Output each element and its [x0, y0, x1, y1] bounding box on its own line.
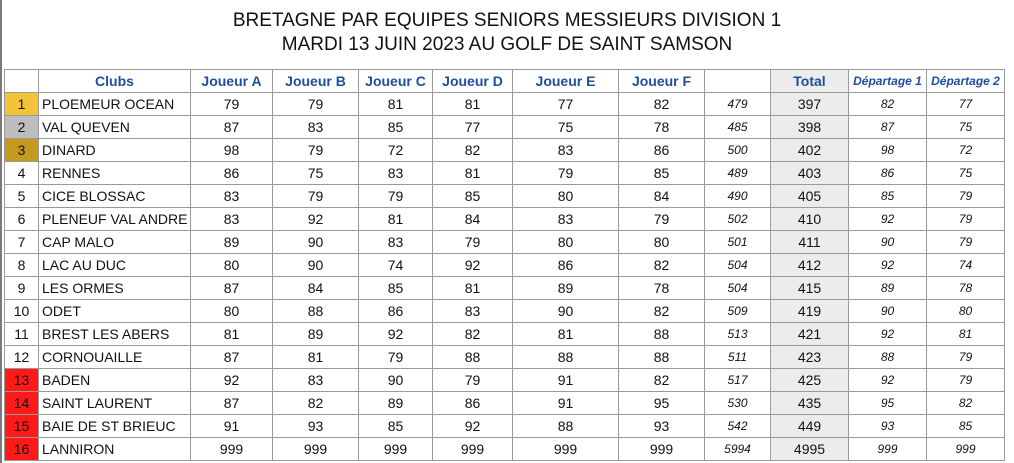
club-name: DINARD — [39, 139, 191, 162]
score-joueur-b: 79 — [273, 139, 359, 162]
table-row — [5, 139, 1005, 162]
six-player-sum: 513 — [705, 323, 771, 346]
departage-2: 79 — [927, 369, 1005, 392]
score-joueur-c: 83 — [359, 162, 433, 185]
score-joueur-c: 79 — [359, 346, 433, 369]
rank-cell: 1 — [5, 93, 39, 116]
total-score: 405 — [771, 185, 849, 208]
rank-cell: 16 — [5, 438, 39, 461]
six-player-sum: 502 — [705, 208, 771, 231]
total-score: 425 — [771, 369, 849, 392]
six-player-sum: 509 — [705, 300, 771, 323]
header-total: Total — [771, 70, 849, 93]
table-row — [5, 300, 1005, 323]
departage-2: 74 — [927, 254, 1005, 277]
table-row — [5, 277, 1005, 300]
table-row — [5, 392, 1005, 415]
score-joueur-f: 79 — [619, 208, 705, 231]
total-score: 415 — [771, 277, 849, 300]
club-name: BADEN — [39, 369, 191, 392]
club-name: CAP MALO — [39, 231, 191, 254]
score-joueur-e: 80 — [513, 185, 619, 208]
score-joueur-f: 88 — [619, 323, 705, 346]
score-joueur-a: 87 — [191, 392, 273, 415]
score-joueur-a: 81 — [191, 323, 273, 346]
departage-1: 92 — [849, 208, 927, 231]
score-joueur-e: 86 — [513, 254, 619, 277]
results-table — [4, 69, 1005, 461]
score-joueur-c: 85 — [359, 116, 433, 139]
departage-1: 86 — [849, 162, 927, 185]
score-joueur-e: 90 — [513, 300, 619, 323]
score-joueur-f: 82 — [619, 369, 705, 392]
total-score: 397 — [771, 93, 849, 116]
total-score: 4995 — [771, 438, 849, 461]
score-joueur-a: 79 — [191, 93, 273, 116]
score-joueur-b: 89 — [273, 323, 359, 346]
club-name: PLENEUF VAL ANDRE — [39, 208, 191, 231]
score-joueur-e: 83 — [513, 208, 619, 231]
rank-cell: 15 — [5, 415, 39, 438]
departage-1: 93 — [849, 415, 927, 438]
score-joueur-b: 83 — [273, 116, 359, 139]
table-row — [5, 254, 1005, 277]
club-name: LAC AU DUC — [39, 254, 191, 277]
table-row — [5, 323, 1005, 346]
score-joueur-c: 79 — [359, 185, 433, 208]
score-joueur-f: 86 — [619, 139, 705, 162]
departage-2: 72 — [927, 139, 1005, 162]
total-score: 403 — [771, 162, 849, 185]
score-joueur-d: 81 — [433, 93, 513, 116]
total-score: 419 — [771, 300, 849, 323]
rank-cell: 8 — [5, 254, 39, 277]
club-name: PLOEMEUR OCEAN — [39, 93, 191, 116]
score-joueur-f: 82 — [619, 93, 705, 116]
six-player-sum: 517 — [705, 369, 771, 392]
departage-1: 999 — [849, 438, 927, 461]
header-rank — [5, 70, 39, 93]
score-joueur-e: 77 — [513, 93, 619, 116]
total-score: 423 — [771, 346, 849, 369]
score-joueur-f: 88 — [619, 346, 705, 369]
score-joueur-a: 80 — [191, 254, 273, 277]
departage-2: 77 — [927, 93, 1005, 116]
score-joueur-d: 81 — [433, 162, 513, 185]
score-joueur-d: 88 — [433, 346, 513, 369]
club-name: LES ORMES — [39, 277, 191, 300]
score-joueur-e: 75 — [513, 116, 619, 139]
score-joueur-b: 84 — [273, 277, 359, 300]
score-joueur-e: 91 — [513, 392, 619, 415]
table-row — [5, 185, 1005, 208]
rank-cell: 12 — [5, 346, 39, 369]
departage-1: 87 — [849, 116, 927, 139]
score-joueur-a: 87 — [191, 116, 273, 139]
score-joueur-c: 83 — [359, 231, 433, 254]
rank-cell: 9 — [5, 277, 39, 300]
departage-1: 82 — [849, 93, 927, 116]
score-joueur-e: 88 — [513, 346, 619, 369]
six-player-sum: 530 — [705, 392, 771, 415]
score-joueur-b: 81 — [273, 346, 359, 369]
header-joueur-f: Joueur F — [619, 70, 705, 93]
departage-2: 78 — [927, 277, 1005, 300]
rank-cell: 3 — [5, 139, 39, 162]
six-player-sum: 500 — [705, 139, 771, 162]
total-score: 410 — [771, 208, 849, 231]
table-row — [5, 415, 1005, 438]
table-row — [5, 116, 1005, 139]
score-joueur-d: 84 — [433, 208, 513, 231]
score-joueur-c: 81 — [359, 93, 433, 116]
score-joueur-b: 83 — [273, 369, 359, 392]
score-joueur-c: 90 — [359, 369, 433, 392]
six-player-sum: 490 — [705, 185, 771, 208]
score-joueur-d: 77 — [433, 116, 513, 139]
score-joueur-d: 92 — [433, 254, 513, 277]
club-name: LANNIRON — [39, 438, 191, 461]
table-row — [5, 438, 1005, 461]
club-name: VAL QUEVEN — [39, 116, 191, 139]
departage-2: 79 — [927, 208, 1005, 231]
score-joueur-d: 79 — [433, 231, 513, 254]
score-joueur-f: 82 — [619, 254, 705, 277]
rank-cell: 2 — [5, 116, 39, 139]
departage-2: 999 — [927, 438, 1005, 461]
score-joueur-d: 86 — [433, 392, 513, 415]
table-row — [5, 93, 1005, 116]
score-joueur-f: 84 — [619, 185, 705, 208]
score-joueur-d: 83 — [433, 300, 513, 323]
score-joueur-e: 83 — [513, 139, 619, 162]
table-row — [5, 208, 1005, 231]
score-joueur-d: 82 — [433, 139, 513, 162]
score-joueur-c: 74 — [359, 254, 433, 277]
score-joueur-a: 92 — [191, 369, 273, 392]
document-title — [0, 9, 1014, 57]
departage-2: 79 — [927, 231, 1005, 254]
departage-1: 95 — [849, 392, 927, 415]
club-name: BREST LES ABERS — [39, 323, 191, 346]
club-name: CORNOUAILLE — [39, 346, 191, 369]
score-joueur-f: 78 — [619, 277, 705, 300]
rank-cell: 10 — [5, 300, 39, 323]
score-joueur-f: 95 — [619, 392, 705, 415]
header-joueur-d: Joueur D — [433, 70, 513, 93]
departage-2: 82 — [927, 392, 1005, 415]
left-border — [0, 0, 2, 463]
departage-2: 79 — [927, 346, 1005, 369]
departage-1: 98 — [849, 139, 927, 162]
score-joueur-c: 72 — [359, 139, 433, 162]
score-joueur-d: 999 — [433, 438, 513, 461]
score-joueur-f: 999 — [619, 438, 705, 461]
score-joueur-f: 85 — [619, 162, 705, 185]
table-row — [5, 346, 1005, 369]
rank-cell: 14 — [5, 392, 39, 415]
table-row — [5, 369, 1005, 392]
score-joueur-d: 81 — [433, 277, 513, 300]
departage-1: 88 — [849, 346, 927, 369]
score-joueur-c: 86 — [359, 300, 433, 323]
score-joueur-b: 82 — [273, 392, 359, 415]
score-joueur-d: 92 — [433, 415, 513, 438]
score-joueur-c: 85 — [359, 415, 433, 438]
score-joueur-e: 88 — [513, 415, 619, 438]
six-player-sum: 489 — [705, 162, 771, 185]
header-row — [5, 70, 1005, 93]
table-row — [5, 162, 1005, 185]
departage-1: 89 — [849, 277, 927, 300]
score-joueur-a: 98 — [191, 139, 273, 162]
departage-2: 75 — [927, 162, 1005, 185]
six-player-sum: 504 — [705, 254, 771, 277]
score-joueur-e: 999 — [513, 438, 619, 461]
score-joueur-a: 87 — [191, 346, 273, 369]
score-joueur-c: 92 — [359, 323, 433, 346]
score-joueur-a: 80 — [191, 300, 273, 323]
rank-cell: 6 — [5, 208, 39, 231]
club-name: BAIE DE ST BRIEUC — [39, 415, 191, 438]
club-name: SAINT LAURENT — [39, 392, 191, 415]
score-joueur-c: 89 — [359, 392, 433, 415]
score-joueur-b: 90 — [273, 231, 359, 254]
club-name: RENNES — [39, 162, 191, 185]
score-joueur-d: 82 — [433, 323, 513, 346]
title-line-2: MARDI 13 JUIN 2023 AU GOLF DE SAINT SAMSON — [281, 34, 733, 55]
departage-2: 79 — [927, 185, 1005, 208]
score-joueur-a: 86 — [191, 162, 273, 185]
header-joueur-c: Joueur C — [359, 70, 433, 93]
total-score: 402 — [771, 139, 849, 162]
score-joueur-e: 79 — [513, 162, 619, 185]
score-joueur-b: 92 — [273, 208, 359, 231]
six-player-sum: 504 — [705, 277, 771, 300]
header-subtotal — [705, 70, 771, 93]
six-player-sum: 485 — [705, 116, 771, 139]
club-name: CICE BLOSSAC — [39, 185, 191, 208]
score-joueur-b: 88 — [273, 300, 359, 323]
six-player-sum: 542 — [705, 415, 771, 438]
header-joueur-e: Joueur E — [513, 70, 619, 93]
six-player-sum: 511 — [705, 346, 771, 369]
score-joueur-f: 78 — [619, 116, 705, 139]
header-departage-1: Départage 1 — [849, 70, 927, 93]
score-joueur-e: 89 — [513, 277, 619, 300]
rank-cell: 5 — [5, 185, 39, 208]
table-row — [5, 231, 1005, 254]
score-joueur-e: 81 — [513, 323, 619, 346]
score-joueur-d: 79 — [433, 369, 513, 392]
total-score: 421 — [771, 323, 849, 346]
departage-1: 92 — [849, 254, 927, 277]
score-joueur-f: 80 — [619, 231, 705, 254]
departage-1: 90 — [849, 300, 927, 323]
score-joueur-b: 79 — [273, 93, 359, 116]
total-score: 398 — [771, 116, 849, 139]
score-joueur-f: 93 — [619, 415, 705, 438]
rank-cell: 7 — [5, 231, 39, 254]
rank-cell: 13 — [5, 369, 39, 392]
header-joueur-a: Joueur A — [191, 70, 273, 93]
score-joueur-e: 80 — [513, 231, 619, 254]
total-score: 435 — [771, 392, 849, 415]
score-joueur-b: 79 — [273, 185, 359, 208]
score-joueur-b: 999 — [273, 438, 359, 461]
departage-1: 92 — [849, 323, 927, 346]
score-joueur-e: 91 — [513, 369, 619, 392]
departage-2: 81 — [927, 323, 1005, 346]
rank-cell: 11 — [5, 323, 39, 346]
score-joueur-f: 82 — [619, 300, 705, 323]
score-joueur-a: 91 — [191, 415, 273, 438]
rank-cell: 4 — [5, 162, 39, 185]
total-score: 449 — [771, 415, 849, 438]
score-joueur-c: 81 — [359, 208, 433, 231]
score-joueur-c: 85 — [359, 277, 433, 300]
header-clubs: Clubs — [39, 70, 191, 93]
header-departage-2: Départage 2 — [927, 70, 1005, 93]
total-score: 411 — [771, 231, 849, 254]
six-player-sum: 501 — [705, 231, 771, 254]
score-joueur-a: 87 — [191, 277, 273, 300]
departage-1: 90 — [849, 231, 927, 254]
score-joueur-a: 83 — [191, 208, 273, 231]
score-joueur-c: 999 — [359, 438, 433, 461]
score-joueur-a: 999 — [191, 438, 273, 461]
score-joueur-a: 83 — [191, 185, 273, 208]
score-joueur-a: 89 — [191, 231, 273, 254]
total-score: 412 — [771, 254, 849, 277]
score-joueur-d: 85 — [433, 185, 513, 208]
departage-2: 85 — [927, 415, 1005, 438]
title-line-1: BRETAGNE PAR EQUIPES SENIORS MESSIEURS DIVISION 1 — [232, 10, 782, 31]
score-joueur-b: 90 — [273, 254, 359, 277]
departage-2: 80 — [927, 300, 1005, 323]
score-joueur-b: 75 — [273, 162, 359, 185]
departage-1: 92 — [849, 369, 927, 392]
departage-1: 85 — [849, 185, 927, 208]
six-player-sum: 5994 — [705, 438, 771, 461]
header-joueur-b: Joueur B — [273, 70, 359, 93]
six-player-sum: 479 — [705, 93, 771, 116]
departage-2: 75 — [927, 116, 1005, 139]
club-name: ODET — [39, 300, 191, 323]
score-joueur-b: 93 — [273, 415, 359, 438]
